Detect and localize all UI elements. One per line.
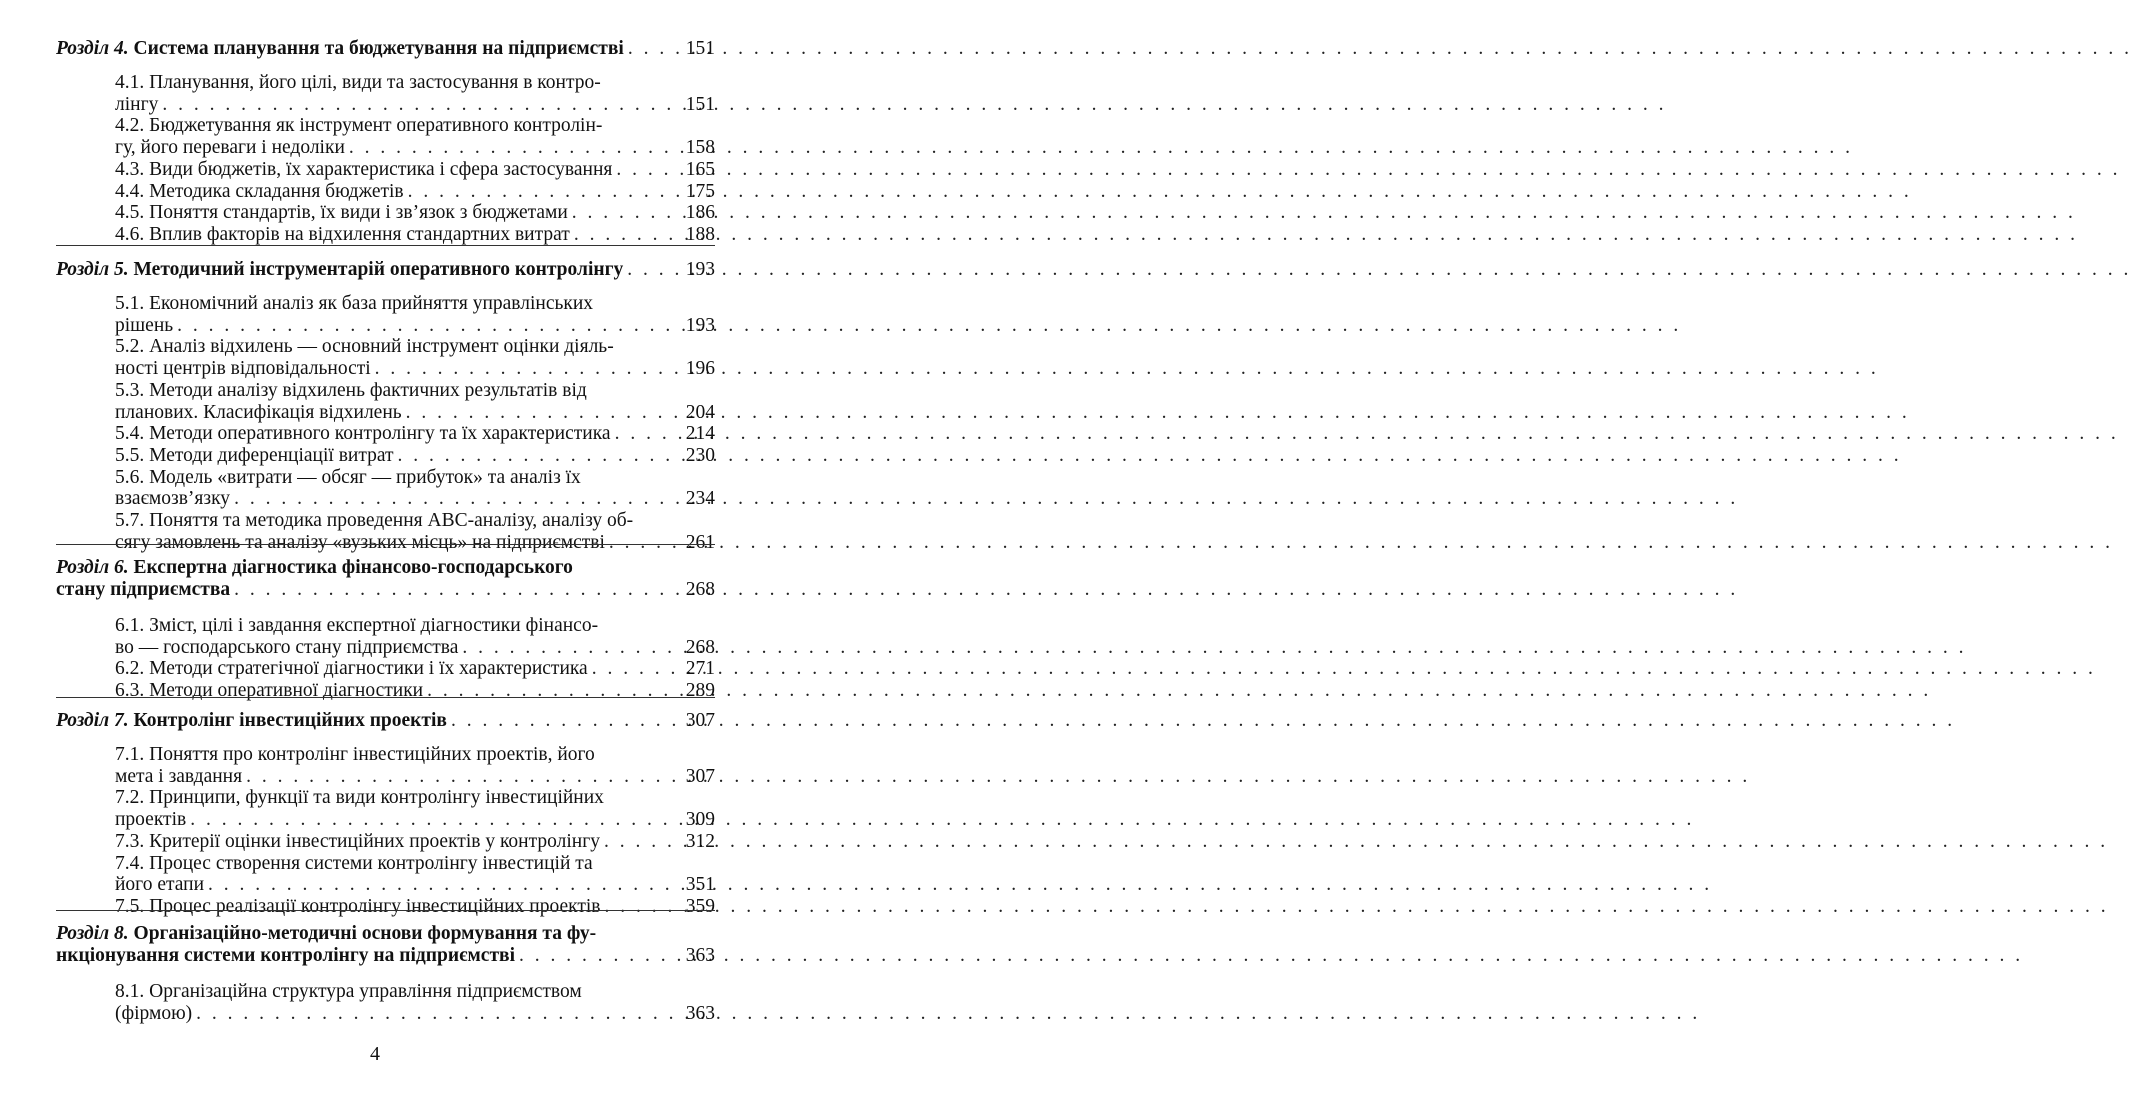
section-title: Система планування та бюджетування на підприємстві — [133, 38, 624, 59]
entry-text-part: 4.1. Планування, його цілі, види та застосування в контро- — [115, 72, 601, 93]
entry-text — [115, 467, 581, 489]
toc-entry-line[interactable] — [115, 467, 715, 489]
toc-entry-line[interactable] — [115, 315, 715, 337]
entry-text-part: 5.2. Аналіз відхилень — основний інструмент оцінки діяль- — [115, 336, 614, 358]
entry-text — [56, 710, 447, 732]
page-ref: 351 — [685, 874, 715, 896]
page-ref: 214 — [685, 423, 715, 445]
leader-dots — [408, 181, 673, 203]
entry-text — [115, 181, 404, 203]
entry-text — [115, 615, 598, 637]
section-divider — [56, 544, 715, 545]
toc-entry-line[interactable] — [115, 224, 715, 246]
entry-text — [115, 874, 204, 896]
entry-text — [115, 896, 601, 918]
leader-dots — [628, 38, 673, 60]
leader-dots — [406, 402, 673, 424]
entry-text-part: 7.5. Процес реалізації контролінгу інвестиційних проектів — [115, 895, 601, 917]
entry-text-part: 4.5. Поняття стандартів, їх види і зв’язок з бюджетами — [115, 202, 568, 224]
section-heading-line[interactable] — [56, 579, 715, 601]
entry-text — [115, 510, 633, 532]
toc-entry-line[interactable] — [115, 896, 715, 918]
toc-entry-line[interactable] — [115, 293, 715, 315]
section-title: Методичний інструментарій оперативного контролінгу — [133, 259, 624, 280]
page-ref: 186 — [685, 202, 715, 224]
entry-text — [115, 532, 605, 554]
entry-text — [115, 744, 595, 766]
toc-entry-line[interactable] — [115, 853, 715, 875]
toc-entry-line[interactable] — [115, 809, 715, 831]
entry-text-part: (фірмою) — [115, 1002, 193, 1024]
page-ref: 363 — [685, 944, 715, 966]
toc-entry-line[interactable] — [115, 766, 715, 788]
entry-text-part: 5.4. Методи оперативного контролінгу та їх характеристика — [115, 423, 611, 445]
entry-text — [115, 380, 587, 402]
toc-entry-line[interactable] — [115, 637, 715, 659]
entry-text — [115, 658, 588, 680]
entry-text-part: 6.2. Методи стратегічної діагностики і їх характеристика — [115, 658, 588, 680]
section-divider — [56, 697, 715, 698]
entry-text — [115, 315, 173, 337]
page-ref: 307 — [685, 765, 715, 787]
toc-entry-line[interactable] — [115, 358, 715, 380]
toc-entry-line[interactable] — [115, 445, 715, 467]
entry-text — [115, 445, 394, 467]
section-label: Розділ 7. — [56, 710, 134, 731]
entry-text-part: 5.6. Модель «витрати — обсяг — прибуток» та аналіз їх — [115, 466, 581, 488]
page-ref: 175 — [685, 180, 715, 202]
section-title: стану підприємства — [56, 578, 231, 600]
page-number: 4 — [370, 1043, 380, 1065]
entry-text — [56, 259, 623, 281]
page-ref: 268 — [685, 636, 715, 658]
entry-text — [115, 402, 402, 424]
entry-text-part: сягу замовлень та аналізу «вузьких місць» на підприємстві — [115, 531, 605, 553]
toc-entry-line[interactable] — [115, 94, 715, 116]
page-ref: 196 — [685, 358, 715, 380]
entry-text-part: 7.4. Процес створення системи контролінгу інвестицій та — [115, 852, 593, 874]
leader-dots — [615, 423, 673, 445]
toc-entry-line[interactable] — [115, 874, 715, 896]
entry-text-part: 5.7. Поняття та методика проведення АВС-аналізу, аналізу об- — [115, 510, 634, 531]
entry-text — [115, 293, 593, 315]
toc-entry-line[interactable] — [115, 72, 715, 94]
section-divider — [56, 245, 715, 246]
entry-text — [115, 787, 604, 809]
entry-text-part: 6.3. Методи оперативної діагностики — [115, 680, 424, 702]
entry-text — [56, 557, 573, 579]
page-ref: 234 — [685, 488, 715, 510]
section-title: Контролінг інвестиційних проектів — [133, 710, 447, 731]
section-heading-line[interactable] — [56, 710, 715, 732]
toc-entry-line[interactable] — [115, 831, 715, 853]
page-ref: 307 — [685, 710, 715, 731]
entry-text — [115, 224, 570, 246]
toc-entry-line[interactable] — [115, 510, 715, 532]
section-label: Розділ 6. — [56, 557, 134, 578]
page-ref: 193 — [685, 314, 715, 336]
entry-text-part: планових. Класифікація відхилень — [115, 401, 402, 423]
toc-entry-line[interactable] — [115, 402, 715, 424]
page-ref: 193 — [685, 259, 715, 280]
entry-text — [115, 637, 458, 659]
entry-text — [115, 94, 158, 116]
page-ref: 204 — [685, 401, 715, 423]
section-heading-line[interactable] — [56, 259, 715, 281]
entry-text — [115, 680, 423, 702]
page-ref: 289 — [685, 680, 715, 702]
entry-text — [56, 945, 515, 967]
toc-entry-line[interactable] — [115, 658, 715, 680]
section-title: Організаційно-методичні основи формування та фу- — [133, 923, 597, 944]
page-ref: 268 — [685, 578, 715, 600]
toc-entry-line[interactable] — [115, 744, 715, 766]
leader-dots — [616, 159, 673, 181]
page-ref: 359 — [685, 895, 715, 917]
entry-text-part: ності центрів відповідальності — [115, 358, 371, 380]
page-ref: 151 — [685, 93, 715, 115]
page-ref: 309 — [685, 809, 715, 831]
toc-entry-line[interactable] — [115, 981, 715, 1003]
toc-entry-line[interactable] — [115, 380, 715, 402]
section-label: Розділ 4. — [56, 38, 134, 59]
page-ref: 188 — [685, 223, 715, 245]
entry-text — [115, 853, 593, 875]
section-divider — [56, 910, 715, 911]
leader-dots — [234, 488, 673, 510]
section-heading-line[interactable] — [56, 38, 715, 60]
leader-dots — [375, 358, 673, 380]
entry-text-part: проектів — [115, 809, 187, 831]
leader-dots — [427, 680, 673, 702]
toc-entry-line[interactable] — [115, 488, 715, 510]
entry-text-part: його етапи — [115, 874, 205, 896]
leader-dots — [190, 809, 673, 831]
section-label: Розділ 5. — [56, 259, 134, 280]
entry-text-part: 4.2. Бюджетування як інструмент оперативного контролін- — [115, 115, 603, 137]
page-ref: 151 — [685, 38, 715, 59]
section-label: Розділ 8. — [56, 923, 134, 944]
entry-text — [115, 137, 345, 159]
page-ref: 312 — [685, 830, 715, 852]
entry-text-part: 7.1. Поняття про контролінг інвестиційних проектів, його — [115, 744, 595, 765]
leader-dots — [208, 874, 673, 896]
section-heading-line[interactable] — [56, 923, 715, 945]
leader-dots — [451, 710, 673, 732]
entry-text — [115, 72, 601, 94]
section-title: Експертна діагностика фінансово-господарського — [133, 557, 573, 578]
leader-dots — [196, 1003, 673, 1025]
toc-entry-line[interactable] — [115, 202, 715, 224]
toc-entry-line[interactable] — [115, 115, 715, 137]
entry-text-part: 4.4. Методика складання бюджетів — [115, 180, 404, 202]
leader-dots — [246, 766, 673, 788]
entry-text-part: лінгу — [115, 93, 159, 115]
toc-entry-line[interactable] — [115, 336, 715, 358]
section-heading-line[interactable] — [56, 945, 715, 967]
entry-text — [56, 923, 596, 945]
leader-dots — [627, 259, 673, 281]
entry-text — [115, 766, 242, 788]
entry-text — [115, 202, 568, 224]
entry-text-part: гу, його переваги і недоліки — [115, 137, 345, 159]
toc-entry-line[interactable] — [115, 159, 715, 181]
entry-text-part: 8.1. Організаційна структура управління підприємством — [115, 981, 582, 1002]
toc-entry-line[interactable] — [115, 181, 715, 203]
page-ref: 271 — [685, 658, 715, 680]
leader-dots — [462, 637, 673, 659]
leader-dots — [605, 896, 674, 918]
page-ref: 165 — [685, 158, 715, 180]
leader-dots — [574, 224, 673, 246]
entry-text-part: 7.2. Принципи, функції та види контролінгу інвестиційних — [115, 787, 604, 809]
page-ref: 363 — [685, 1002, 715, 1024]
entry-text-part: во — господарського стану підприємства — [115, 636, 459, 658]
entry-text-part: мета і завдання — [115, 765, 243, 787]
entry-text — [115, 159, 612, 181]
entry-text-part: 6.1. Зміст, цілі і завдання експертної діагностики фінансо- — [115, 615, 599, 636]
leader-dots — [349, 137, 673, 159]
page-ref: 261 — [685, 531, 715, 553]
entry-text — [115, 488, 230, 510]
entry-text — [56, 38, 624, 60]
entry-text — [115, 358, 371, 380]
page-ref: 230 — [685, 444, 715, 466]
toc-entry-line[interactable] — [115, 787, 715, 809]
entry-text-part: 4.6. Вплив факторів на відхилення стандартних витрат — [115, 223, 570, 245]
leader-dots — [604, 831, 673, 853]
leader-dots — [177, 315, 673, 337]
leader-dots — [234, 579, 673, 601]
leader-dots — [572, 202, 673, 224]
toc-entry-line[interactable] — [115, 1003, 715, 1025]
leader-dots — [398, 445, 673, 467]
entry-text-part: рішень — [115, 314, 174, 336]
entry-text — [56, 579, 230, 601]
entry-text-part: 5.1. Економічний аналіз як база прийняття управлінських — [115, 293, 594, 314]
section-title: нкціонування системи контролінгу на підприємстві — [56, 944, 515, 966]
section-heading-line[interactable] — [56, 557, 715, 579]
toc-entry-line[interactable] — [115, 423, 715, 445]
entry-text-part: 7.3. Критерії оцінки інвестиційних проектів у контролінгу — [115, 830, 600, 852]
entry-text-part: 5.5. Методи диференціації витрат — [115, 444, 394, 466]
leader-dots — [609, 532, 673, 554]
entry-text — [115, 981, 582, 1003]
toc-entry-line[interactable] — [115, 615, 715, 637]
entry-text — [115, 809, 186, 831]
entry-text — [115, 115, 602, 137]
entry-text — [115, 336, 614, 358]
entry-text-part: 4.3. Види бюджетів, їх характеристика і сфера застосування — [115, 158, 613, 180]
toc-entry-line[interactable] — [115, 680, 715, 702]
table-of-contents — [0, 0, 750, 1099]
entry-text-part: взаємозв’язку — [115, 488, 231, 510]
page-ref: 158 — [685, 137, 715, 159]
entry-text — [115, 1003, 192, 1025]
leader-dots — [592, 658, 673, 680]
entry-text — [115, 831, 600, 853]
entry-text-part: 5.3. Методи аналізу відхилень фактичних результатів від — [115, 379, 587, 401]
toc-entry-line[interactable] — [115, 532, 715, 554]
leader-dots — [519, 945, 673, 967]
leader-dots — [162, 94, 673, 116]
toc-entry-line[interactable] — [115, 137, 715, 159]
entry-text — [115, 423, 611, 445]
